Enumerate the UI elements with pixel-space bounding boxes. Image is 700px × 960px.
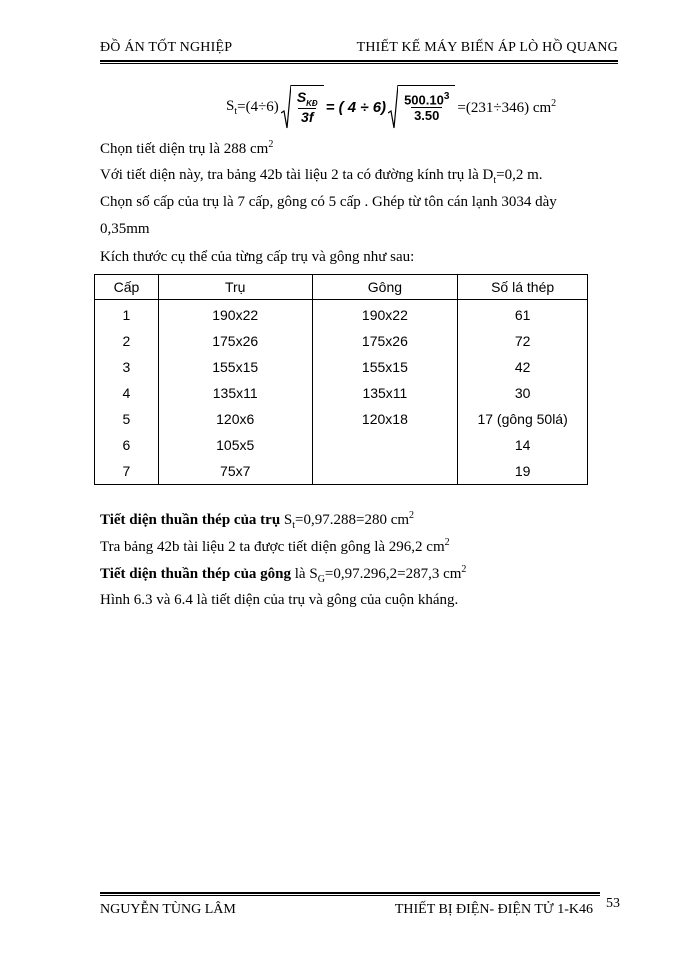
table-cell: 135x11	[158, 380, 312, 406]
table-row	[95, 328, 588, 354]
formula-coef: =(4÷6)	[237, 98, 279, 115]
table-cell: 155x15	[158, 354, 312, 380]
radical-2	[388, 85, 455, 129]
table-header: Số lá thép	[458, 275, 588, 300]
formula-lhs: $S_t$	[226, 97, 238, 117]
table-cell: 61	[458, 300, 588, 329]
header-rule-thin	[100, 63, 618, 64]
table-cell: 190x22	[158, 300, 312, 329]
table-header: Trụ	[158, 275, 312, 300]
header-right: THIẾT KẾ MÁY BIẾN ÁP LÒ HỒ QUANG	[356, 40, 618, 55]
table-cell: 19	[458, 458, 588, 485]
radical-sign-icon	[281, 85, 291, 129]
table-cell: 5	[95, 406, 159, 432]
table-cell: 4	[95, 380, 159, 406]
table-cell: 30	[458, 380, 588, 406]
table-cell: 120x6	[158, 406, 312, 432]
table-cell: 2	[95, 328, 159, 354]
paragraph-steps-line2: 0,35mm	[100, 221, 150, 237]
table-row	[95, 406, 588, 432]
footer-rule	[100, 892, 600, 894]
table-cell: 3	[95, 354, 159, 380]
table-header: Cấp	[95, 275, 159, 300]
table-cell: 17 (gông 50lá)	[458, 406, 588, 432]
table-cell: 14	[458, 432, 588, 458]
table-cell	[312, 432, 458, 458]
radical-1	[281, 85, 324, 129]
page-number: 53	[606, 896, 620, 911]
table-row	[95, 300, 588, 329]
table-cell: 1	[95, 300, 159, 329]
footer-author: NGUYỄN TÙNG LÂM	[100, 902, 236, 917]
header-left: ĐỒ ÁN TỐT NGHIỆP	[100, 40, 233, 55]
cross-section-formula	[226, 82, 556, 132]
table-cell: 42	[458, 354, 588, 380]
table-cell: 6	[95, 432, 159, 458]
formula-result: =(231÷346) $cm^2$	[457, 97, 557, 116]
paragraph-figure-reference: Hình 6.3 và 6.4 là tiết diện của trụ và gông của cuộn kháng.	[100, 592, 459, 608]
table-cell: 120x18	[312, 406, 458, 432]
table-cell: 175x26	[312, 328, 458, 354]
fraction-2: $\frac{500.10^3}{3.50}$	[404, 91, 450, 124]
fraction-1: $\frac{S_{KĐ}}{3f}$	[296, 89, 318, 126]
table-row	[95, 354, 588, 380]
table-cell: 7	[95, 458, 159, 485]
table-cell: 75x7	[158, 458, 312, 485]
radical-sign-icon	[388, 85, 398, 129]
table-cell: 190x22	[312, 300, 458, 329]
table-row	[95, 432, 588, 458]
footer-department: THIẾT BỊ ĐIỆN- ĐIỆN TỬ 1-K46	[394, 902, 593, 917]
step-dimensions-table	[94, 274, 588, 485]
table-cell: 105x5	[158, 432, 312, 458]
table-header: Gông	[312, 275, 458, 300]
table-cell: 72	[458, 328, 588, 354]
footer-rule-thin	[100, 895, 600, 896]
table-cell: 135x11	[312, 380, 458, 406]
paragraph-choose-section: Chọn tiết diện trụ là 288 $cm^2$	[100, 139, 274, 157]
header-rule	[100, 60, 618, 62]
table-cell	[312, 458, 458, 485]
table-cell: 175x26	[158, 328, 312, 354]
table-row	[95, 380, 588, 406]
table-header-row	[95, 275, 588, 300]
formula-coef-2: = ( 4 ÷ 6)	[325, 98, 387, 116]
table-cell: 155x15	[312, 354, 458, 380]
paragraph-core-net-section: Tiết diện thuần thép của trụ $S_t=0,97.288=280$ $cm^2$	[100, 510, 415, 531]
paragraph-table-intro: Kích thước cụ thể của từng cấp trụ và gông như sau:	[100, 249, 415, 265]
table-row	[95, 458, 588, 485]
paragraph-yoke-net-section: Tiết diện thuần thép của gông là $S_G=0,97.296,2=287,3$ $cm^2$	[100, 564, 467, 585]
paragraph-steps-line1: Chọn số cấp của trụ là 7 cấp, gông có 5 cấp . Ghép từ tôn cán lạnh 3034 dày	[100, 194, 557, 210]
paragraph-yoke-section: Tra bảng 42b tài liệu 2 ta được tiết diện gông là 296,2 $cm^2$	[100, 537, 450, 555]
paragraph-diameter: Với tiết diện này, tra bảng 42b tài liệu 2 ta có đường kính trụ là $D_t=0,2$ m.	[100, 167, 543, 186]
